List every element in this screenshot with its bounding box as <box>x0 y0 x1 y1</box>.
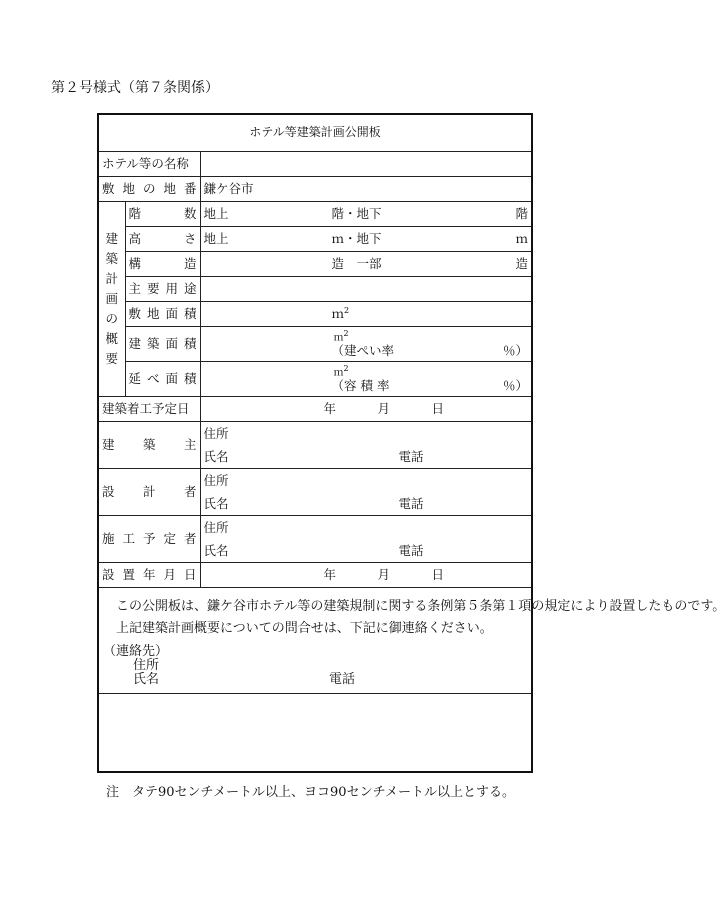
board-table <box>99 115 725 694</box>
site-area-value[interactable] <box>200 302 531 327</box>
building-area-unit: ｍ$^2$ <box>333 329 349 344</box>
footnote: 注 タテ90センチメートル以上、ヨコ90センチメートル以上とする。 <box>106 785 516 800</box>
far-label: （容 積 率 <box>331 377 390 393</box>
floors-unit: 階 <box>515 206 528 222</box>
owner-label: 建 築 主 <box>99 422 200 469</box>
floors-value[interactable] <box>200 202 531 227</box>
outline-label: 建 築 計 画 の 概 要 <box>99 202 125 397</box>
coverage-label: （建ぺい率 <box>331 342 395 358</box>
owner-address: 住所 <box>203 426 229 441</box>
contact-name-line: 氏名 電話 <box>133 672 356 688</box>
floor-area-value[interactable] <box>200 362 531 397</box>
height-label: 高 さ <box>125 227 200 252</box>
notice-paragraph-1: この公開板は、鎌ケ谷市ホテル等の建築規制に関する条例第５条第１項の規定により設置したものです。 <box>116 599 725 614</box>
install-date-label: 設 置 年 月 日 <box>99 563 200 588</box>
coverage-pct: ％） <box>502 342 528 358</box>
structure-unit: 造 <box>515 256 528 272</box>
site-area-unit: ｍ$^2$ <box>331 306 350 322</box>
floors-below: 階・地下 <box>331 206 382 222</box>
contact-heading: （連絡先） <box>103 643 169 659</box>
install-date-value[interactable]: 年 月 日 <box>200 563 531 588</box>
far-pct: ％） <box>502 377 528 393</box>
floor-area-label: 延 べ 面 積 <box>125 362 200 397</box>
height-above: 地上 <box>203 231 229 247</box>
start-date-value[interactable]: 年 月 日 <box>200 397 531 422</box>
hotel-name-value[interactable] <box>200 152 531 177</box>
start-date-label: 建築着工予定日 <box>99 397 200 422</box>
height-unit: ｍ <box>515 231 528 247</box>
use-value[interactable] <box>200 277 531 302</box>
builder-label: 施 工 予 定 者 <box>99 516 200 563</box>
structure-label: 構 造 <box>125 252 200 277</box>
notice-box <box>99 588 725 694</box>
structure-mid: 造 一部 <box>331 256 382 272</box>
disclosure-board <box>97 113 725 773</box>
designer-value[interactable]: 住所 氏名 電話 <box>200 469 531 516</box>
owner-value[interactable]: 住所 氏名 電話 <box>200 422 531 469</box>
floor-area-unit: ｍ$^2$ <box>333 364 349 379</box>
site-value[interactable]: 鎌ケ谷市 <box>200 177 531 202</box>
site-area-label: 敷 地 面 積 <box>125 302 200 327</box>
form-title: 第２号様式（第７条関係） <box>51 80 219 96</box>
use-label: 主 要 用 途 <box>125 277 200 302</box>
site-label: 敷 地 の 地 番 <box>99 177 200 202</box>
builder-value[interactable]: 住所 氏名 電話 <box>200 516 531 563</box>
hotel-name-label: ホテル等の名称 <box>99 152 200 177</box>
height-value[interactable] <box>200 227 531 252</box>
height-below: ｍ・地下 <box>331 231 382 247</box>
building-area-label: 建 築 面 積 <box>125 327 200 362</box>
designer-label: 設 計 者 <box>99 469 200 516</box>
notice-paragraph-2: 上記建築計画概要についての問合せは、下記に御連絡ください。 <box>116 621 493 637</box>
floors-above: 地上 <box>203 206 229 222</box>
contact-address: 住所 <box>133 657 160 673</box>
board-title: ホテル等建築計画公開板 <box>99 115 531 152</box>
building-area-value[interactable] <box>200 327 531 362</box>
structure-value[interactable] <box>200 252 531 277</box>
floors-label: 階 数 <box>125 202 200 227</box>
